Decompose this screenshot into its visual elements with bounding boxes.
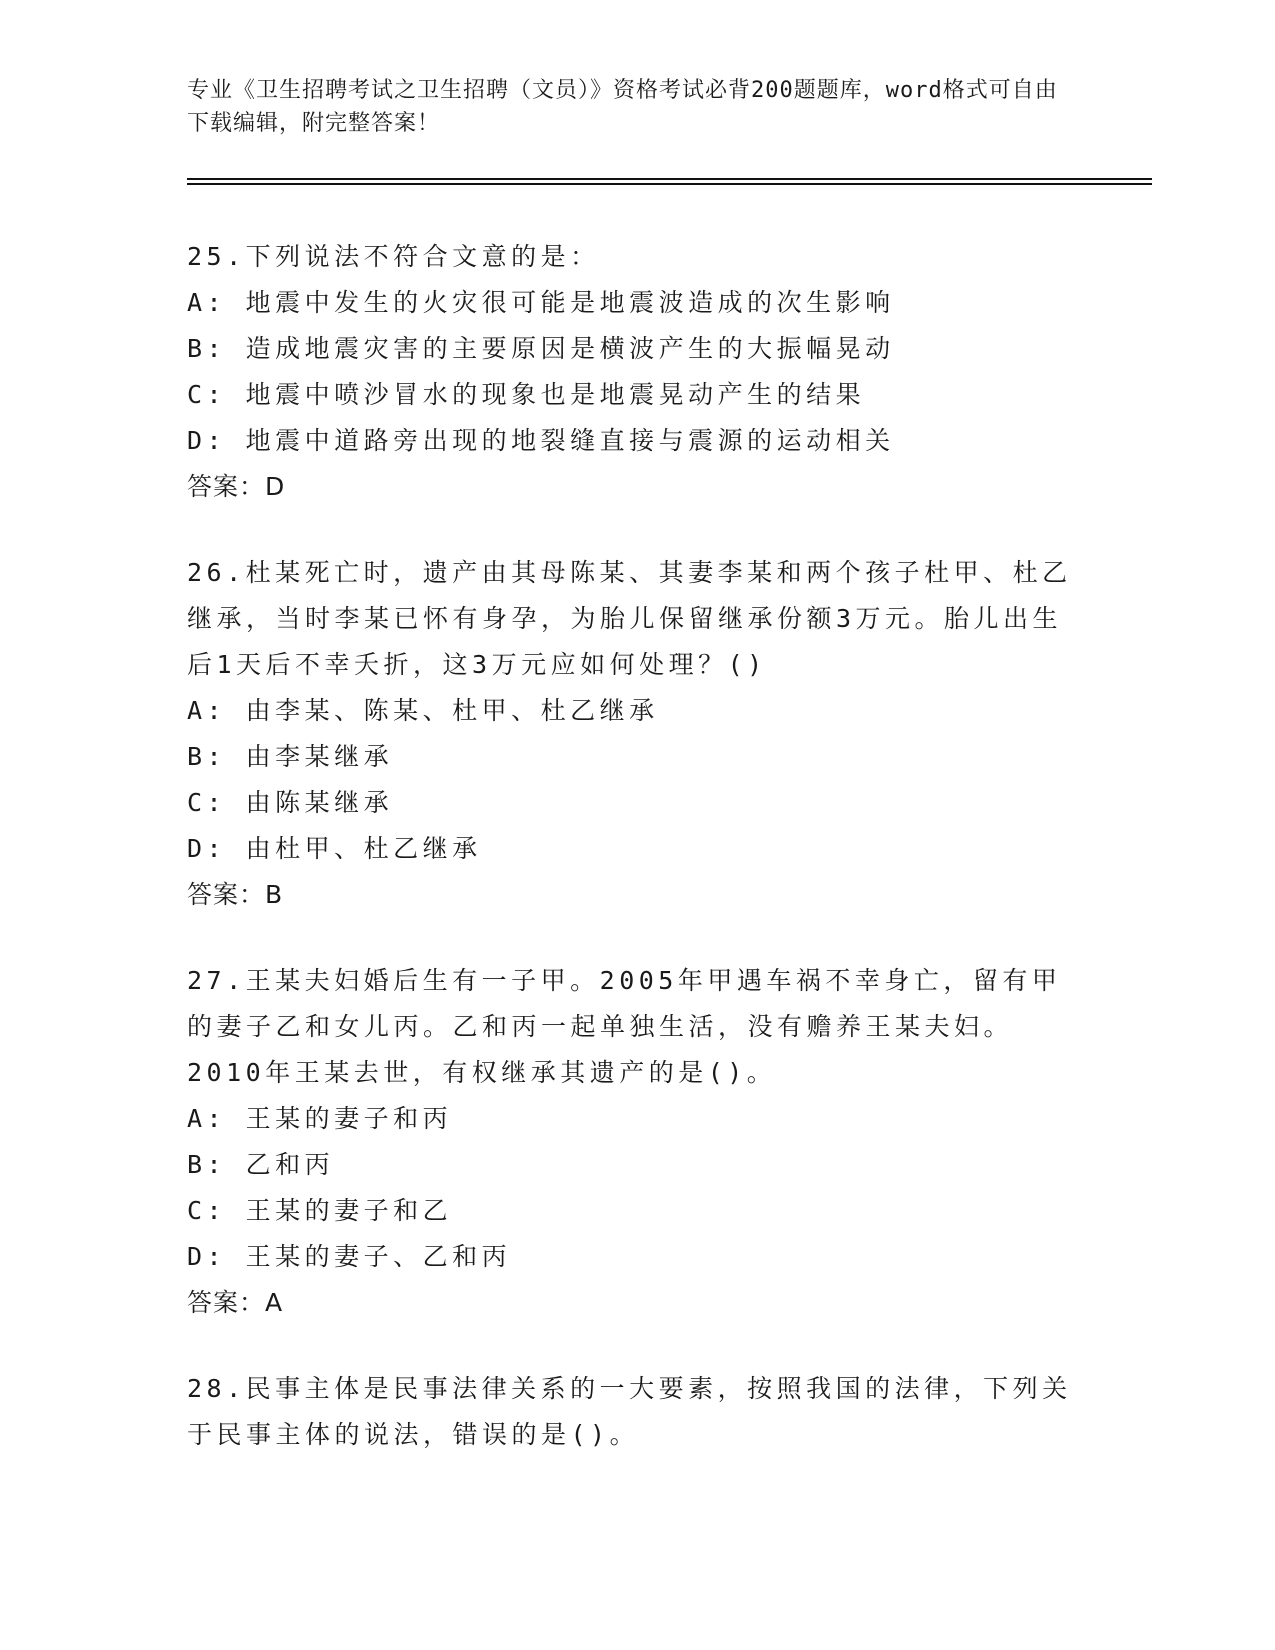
option-c: C: 王某的妻子和乙 [187,1196,453,1225]
answer-label: 答案：B [187,880,284,909]
header-divider-top [187,178,1152,180]
option-d: D: 由杜甲、杜乙继承 [187,834,482,863]
header-divider-bottom [187,183,1152,185]
option-d: D: 地震中道路旁出现的地裂缝直接与震源的运动相关 [187,426,895,455]
answer-label: 答案：D [187,472,286,501]
question-stem: 28.民事主体是民事法律关系的一大要素，按照我国的法律，下列关于民事主体的说法，错误的是()。 [187,1374,1072,1449]
option-a: A: 地震中发生的火灾很可能是地震波造成的次生影响 [187,288,895,317]
option-b: B: 造成地震灾害的主要原因是横波产生的大振幅晃动 [187,334,895,363]
option-a: A: 王某的妻子和丙 [187,1104,453,1133]
question-27 [187,958,1087,1326]
option-c: C: 由陈某继承 [187,788,394,817]
header-title: 专业《卫生招聘考试之卫生招聘（文员）》资格考试必背200题题库，word格式可自由下载编辑，附完整答案！ [187,78,1058,136]
question-25 [187,234,1087,510]
question-26 [187,550,1087,918]
answer-label: 答案：A [187,1288,284,1317]
option-d: D: 王某的妻子、乙和丙 [187,1242,512,1271]
question-list [187,234,1087,1498]
option-b: B: 乙和丙 [187,1150,335,1179]
option-a: A: 由李某、陈某、杜甲、杜乙继承 [187,696,659,725]
question-stem: 25.下列说法不符合文意的是： [187,242,600,271]
document-header [187,74,1077,140]
option-b: B: 由李某继承 [187,742,394,771]
question-28 [187,1366,1087,1458]
question-stem: 27.王某夫妇婚后生有一子甲。2005年甲遇车祸不幸身亡，留有甲的妻子乙和女儿丙。乙和丙一起单独生活，没有赡养王某夫妇。2010年王某去世，有权继承其遗产的是()。 [187,966,1062,1087]
option-c: C: 地震中喷沙冒水的现象也是地震晃动产生的结果 [187,380,866,409]
question-stem: 26.杜某死亡时，遗产由其母陈某、其妻李某和两个孩子杜甲、杜乙继承，当时李某已怀有身孕，为胎儿保留继承份额3万元。胎儿出生后1天后不幸夭折，这3万元应如何处理？() [187,558,1072,679]
